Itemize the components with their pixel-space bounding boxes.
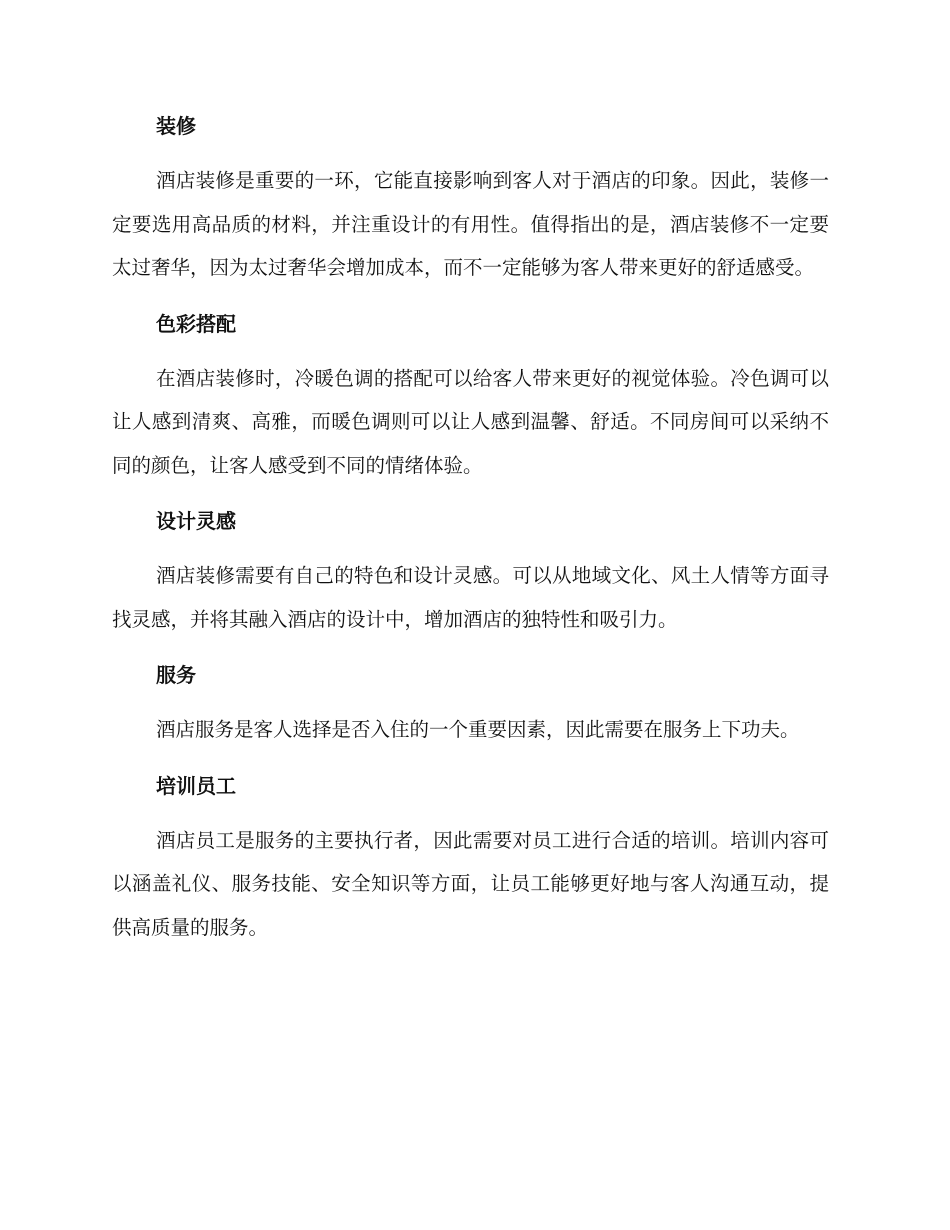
section-staff-training <box>112 764 829 950</box>
section-paragraph: 酒店服务是客人选择是否入住的一个重要因素，因此需要在服务上下功夫。 <box>156 718 800 741</box>
section-paragraph: 酒店装修是重要的一环，它能直接影响到客人对于酒店的印象。因此，装修一定要选用高品质的材料，并注重设计的有用性。值得指出的是，酒店装修不一定要太过奢华，因为太过奢华会增加成本，而不一定能够为客人带来更好的舒适感受。 <box>112 169 829 279</box>
section-service <box>112 653 829 764</box>
section-heading: 装修 <box>156 114 196 138</box>
section-design-inspiration <box>112 499 829 653</box>
document-page <box>112 104 829 949</box>
section-heading: 培训员工 <box>156 773 236 798</box>
section-paragraph: 酒店员工是服务的主要执行者，因此需要对员工进行合适的培训。培训内容可以涵盖礼仪、服务技能、安全知识等方面，让员工能够更好地与客人沟通互动，提供高质量的服务。 <box>112 828 829 939</box>
section-heading: 服务 <box>156 663 196 687</box>
section-paragraph: 酒店装修需要有自己的特色和设计灵感。可以从地域文化、风土人情等方面寻找灵感，并将其融入酒店的设计中，增加酒店的独特性和吸引力。 <box>112 564 829 631</box>
section-heading: 设计灵感 <box>156 509 236 533</box>
section-heading: 色彩搭配 <box>156 311 236 336</box>
section-color-matching <box>112 302 829 500</box>
section-decoration <box>112 104 829 302</box>
section-paragraph: 在酒店装修时，冷暖色调的搭配可以给客人带来更好的视觉体验。冷色调可以让人感到清爽、高雅，而暖色调则可以让人感到温馨、舒适。不同房间可以采纳不同的颜色，让客人感受到不同的情绪体验。 <box>112 366 829 477</box>
